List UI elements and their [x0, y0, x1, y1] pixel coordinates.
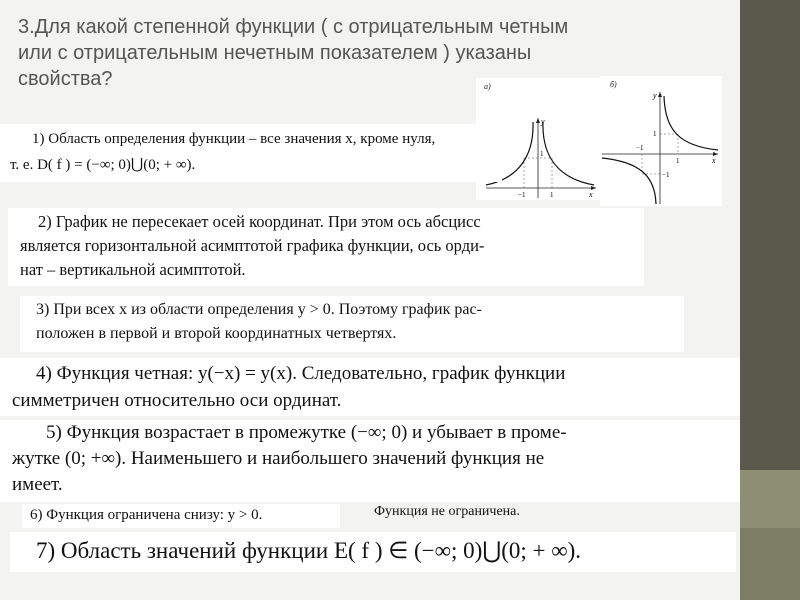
property-1-panel	[0, 124, 502, 182]
property-6-text: 6) Функция ограничена снизу: y > 0.	[30, 507, 263, 523]
property-4-panel	[0, 358, 740, 416]
graph-a-label: а)	[484, 82, 491, 91]
title-line-1: 3.Для какой степенной функции ( с отрицательным четным	[18, 16, 569, 38]
graph-b-label: б)	[610, 80, 617, 89]
graph-b-y-axis-label: y	[653, 91, 657, 100]
graph-a-tick-y: 1	[540, 150, 544, 158]
graph-b-tick-pos: 1	[676, 157, 680, 165]
property-2-line-3: нат – вертикальной асимптотой.	[20, 260, 246, 279]
property-5-line-3: имеет.	[12, 474, 63, 495]
property-3-line-1: 3) При всех x из области определения y > 0. Поэтому график рас-	[36, 301, 482, 318]
graph-b-odd-function	[600, 76, 722, 206]
property-4-line-2: симметричен относительно оси ординат.	[12, 390, 342, 411]
property-7-text: 7) Область значений функции E( f ) ∈ (−∞; 0)⋃(0; + ∞).	[36, 538, 582, 563]
graph-b-tick-y-pos: 1	[653, 130, 657, 138]
property-6-panel	[22, 504, 340, 528]
property-5-line-2: жутке (0; +∞). Наименьшего и наибольшего значений функция не	[12, 448, 545, 469]
graph-b-x-axis-label: x	[712, 156, 716, 165]
property-1-line-2: т. е. D( f ) = (−∞; 0)⋃(0; + ∞).	[10, 157, 196, 173]
property-7-panel	[10, 532, 736, 572]
property-1-line-1: 1) Область определения функции – все значения x, кроме нуля,	[32, 131, 436, 147]
graph-a-tick-pos: 1	[550, 191, 554, 199]
graph-a-x-axis-label: x	[589, 190, 593, 199]
property-2-line-2: является горизонтальной асимптотой графика функции, ось орди-	[20, 236, 485, 255]
property-5-line-1: 5) Функция возрастает в промежутке (−∞; 0) и убывает в проме-	[46, 422, 567, 443]
graph-panel-b	[600, 76, 722, 206]
graph-a-tick-neg: −1	[518, 191, 526, 199]
property-3-line-2: положен в первой и второй координатных четвертях.	[36, 325, 397, 342]
title-line-3: свойства?	[18, 68, 113, 90]
property-4-line-1: 4) Функция четная: y(−x) = y(x). Следовательно, график функции	[36, 363, 566, 384]
property-2-panel	[8, 208, 644, 286]
graph-b-tick-neg: −1	[636, 144, 644, 152]
property-6-alternative-text: Функция не ограничена.	[374, 504, 520, 519]
decorative-stripe-block	[740, 470, 800, 528]
graph-a-y-axis-label: y	[541, 117, 545, 126]
property-5-panel	[0, 420, 740, 502]
title-line-2: или с отрицательным нечетным показателем ) указаны	[18, 42, 532, 64]
decorative-stripe-block-lower	[740, 528, 800, 600]
property-2-line-1: 2) График не пересекает осей координат. При этом ось абсцисс	[38, 212, 481, 231]
graph-b-tick-y-neg: −1	[662, 171, 670, 179]
property-3-panel	[20, 296, 684, 352]
